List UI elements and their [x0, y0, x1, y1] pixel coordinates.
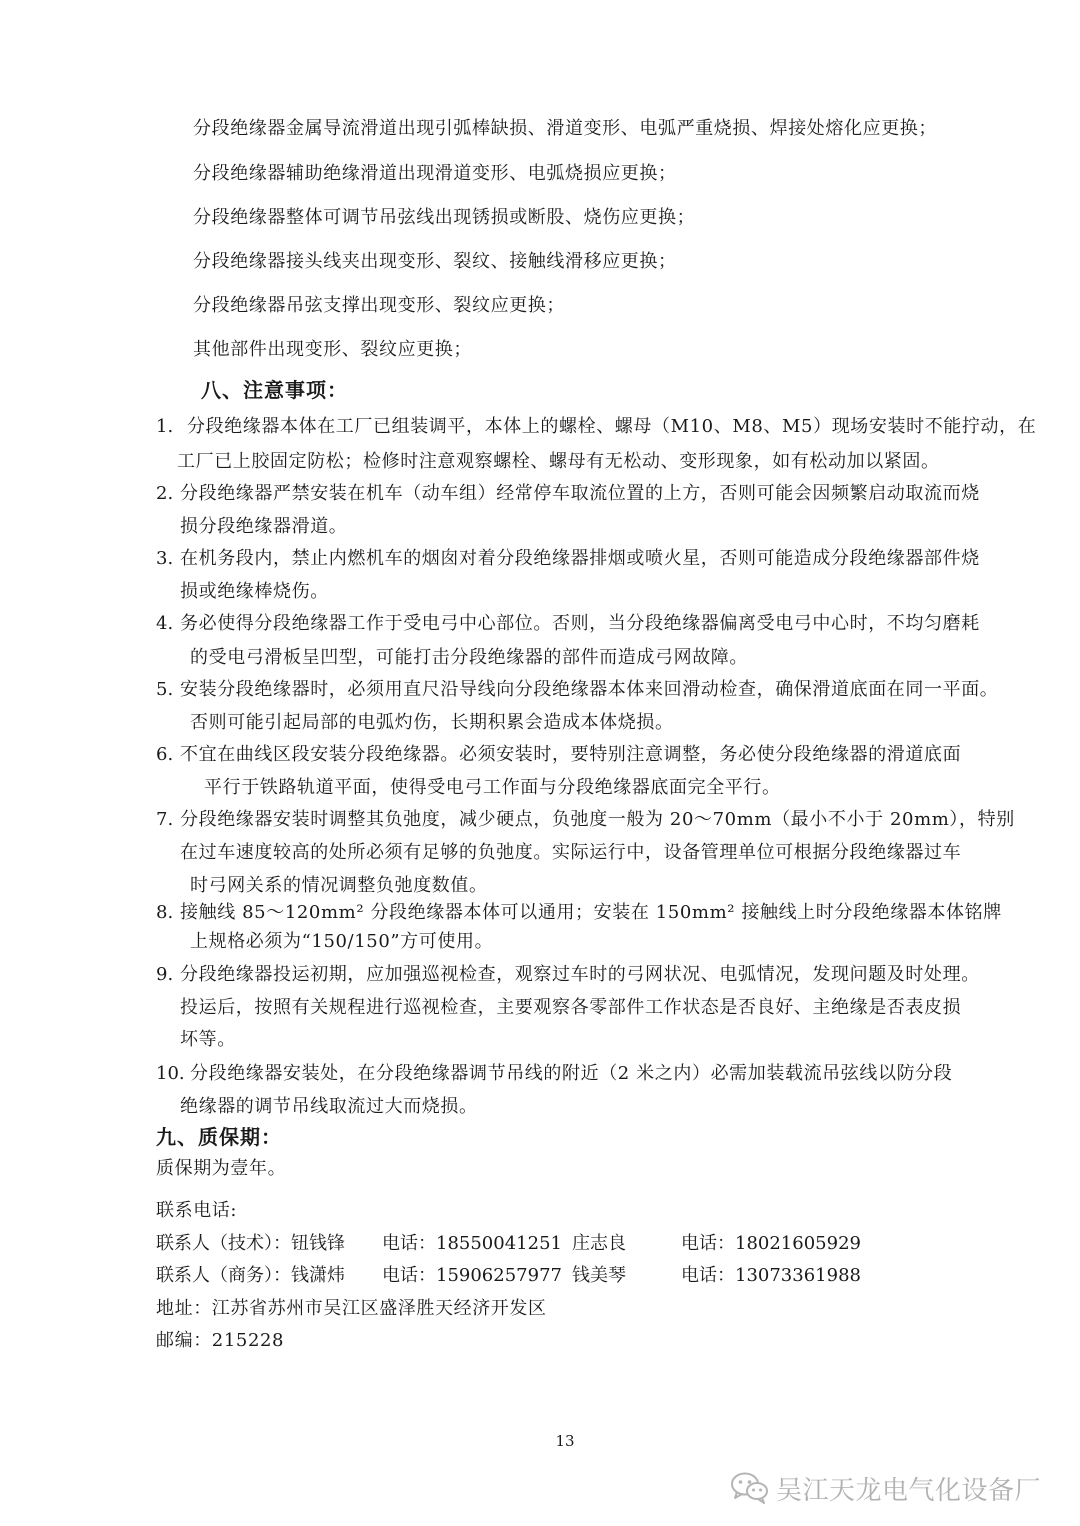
note-number-4: 4. [156, 613, 174, 634]
contact-phone-technical-2: 电话：18021605929 [681, 1233, 861, 1254]
note-2-line-1: 分段绝缘器严禁安装在机车（动车组）经常停车取流位置的上方，否则可能会因频繁启动取流而烧 [180, 483, 980, 504]
page-number: 13 [555, 1432, 575, 1450]
note-number-8: 8. [156, 902, 174, 923]
note-6-line-1: 不宜在曲线区段安装分段绝缘器。必须安装时，要特别注意调整，务必使分段绝缘器的滑道底面 [180, 744, 962, 765]
contact-role-business: 联系人（商务）：钱潇炜 [156, 1265, 345, 1286]
contact-role-technical: 联系人（技术）：钮钱锋 [156, 1233, 345, 1254]
contact-name-business-2: 钱美琴 [572, 1265, 626, 1286]
note-number-3: 3. [156, 548, 174, 569]
contact-heading: 联系电话: [156, 1200, 238, 1221]
note-number-6: 6. [156, 744, 174, 765]
note-4-line-1: 务必使得分段绝缘器工作于受电弓中心部位。否则，当分段绝缘器偏离受电弓中心时，不均匀磨耗 [180, 613, 980, 634]
note-number-2: 2. [156, 483, 174, 504]
note-number-9: 9. [156, 964, 174, 985]
section-9-title: 九、质保期： [156, 1125, 282, 1149]
note-number-10: 10. [156, 1063, 185, 1084]
address: 地址：江苏省苏州市吴江区盛泽胜天经济开发区 [156, 1298, 547, 1319]
maintenance-item-3: 分段绝缘器整体可调节吊弦线出现锈损或断股、烧伤应更换； [193, 207, 696, 228]
note-5-line-1: 安装分段绝缘器时，必须用直尺沿导线向分段绝缘器本体来回滑动检查，确保滑道底面在同一平面。 [180, 679, 999, 700]
note-1-line-2: 工厂已上胶固定防松；检修时注意观察螺栓、螺母有无松动、变形现象，如有松动加以紧固。 [177, 451, 940, 472]
note-9-line-3: 坏等。 [180, 1029, 236, 1050]
warranty-text: 质保期为壹年。 [156, 1158, 287, 1179]
note-7-line-1: 分段绝缘器安装时调整其负弛度，减少硬点，负弛度一般为 20～70mm（最小不小于 20mm），特别 [180, 809, 1015, 830]
note-6-line-2: 平行于铁路轨道平面，使得受电弓工作面与分段绝缘器底面完全平行。 [204, 777, 781, 798]
note-9-line-1: 分段绝缘器投运初期，应加强巡视检查，观察过车时的弓网状况、电弧情况，发现问题及时处理。 [180, 964, 980, 985]
contact-phone-business-1: 电话：15906257977 [382, 1265, 562, 1286]
note-8-line-1: 接触线 85～120mm² 分段绝缘器本体可以通用；安装在 150mm² 接触线上时分段绝缘器本体铭牌 [180, 902, 1002, 923]
note-7-line-2: 在过车速度较高的处所必须有足够的负弛度。实际运行中，设备管理单位可根据分段绝缘器过车 [180, 842, 962, 863]
contact-phone-business-2: 电话：13073361988 [681, 1265, 861, 1286]
note-3-line-2: 损或绝缘棒烧伤。 [180, 581, 329, 602]
watermark-text: 吴江天龙电气化设备厂 [776, 1475, 1042, 1506]
note-10-line-1: 分段绝缘器安装处，在分段绝缘器调节吊线的附近（2 米之内）必需加装载流吊弦线以防分段 [190, 1063, 953, 1084]
contact-phone-technical-1: 电话：18550041251 [382, 1233, 562, 1254]
note-2-line-2: 损分段绝缘器滑道。 [180, 516, 348, 537]
note-3-line-1: 在机务段内，禁止内燃机车的烟囱对着分段绝缘器排烟或喷火星，否则可能造成分段绝缘器部件烧 [180, 548, 980, 569]
note-number-7: 7. [156, 809, 174, 830]
maintenance-item-5: 分段绝缘器吊弦支撑出现变形、裂纹应更换； [193, 295, 565, 316]
note-7-line-3: 时弓网关系的情况调整负弛度数值。 [190, 875, 488, 896]
postcode: 邮编：215228 [156, 1330, 285, 1351]
maintenance-item-6: 其他部件出现变形、裂纹应更换； [193, 339, 472, 360]
note-number-1: 1. [156, 416, 174, 437]
contact-name-technical-2: 庄志良 [572, 1233, 626, 1254]
watermark [730, 1470, 1041, 1506]
note-9-line-2: 投运后，按照有关规程进行巡视检查，主要观察各零部件工作状态是否良好、主绝缘是否表皮损 [180, 997, 962, 1018]
maintenance-item-2: 分段绝缘器辅助绝缘滑道出现滑道变形、电弧烧损应更换； [193, 163, 677, 184]
note-4-line-2: 的受电弓滑板呈凹型，可能打击分段绝缘器的部件而造成弓网故障。 [190, 647, 748, 668]
section-8-title: 八、注意事项： [201, 378, 348, 402]
note-number-5: 5. [156, 679, 174, 700]
note-10-line-2: 绝缘器的调节吊线取流过大而烧损。 [180, 1096, 478, 1117]
note-5-line-2: 否则可能引起局部的电弧灼伤，长期积累会造成本体烧损。 [190, 712, 674, 733]
contact-row-business [156, 1264, 916, 1288]
note-8-line-2: 上规格必须为“150/150”方可使用。 [190, 931, 494, 952]
maintenance-item-1: 分段绝缘器金属导流滑道出现引弧棒缺损、滑道变形、电弧严重烧损、焊接处熔化应更换； [193, 118, 937, 139]
maintenance-item-4: 分段绝缘器接头线夹出现变形、裂纹、接触线滑移应更换； [193, 251, 677, 272]
wechat-icon [730, 1471, 770, 1505]
note-1-line-1: 分段绝缘器本体在工厂已组装调平，本体上的螺栓、螺母（M10、M8、M5）现场安装时不能拧动，在 [187, 416, 1037, 437]
contact-row-technical [156, 1232, 916, 1256]
